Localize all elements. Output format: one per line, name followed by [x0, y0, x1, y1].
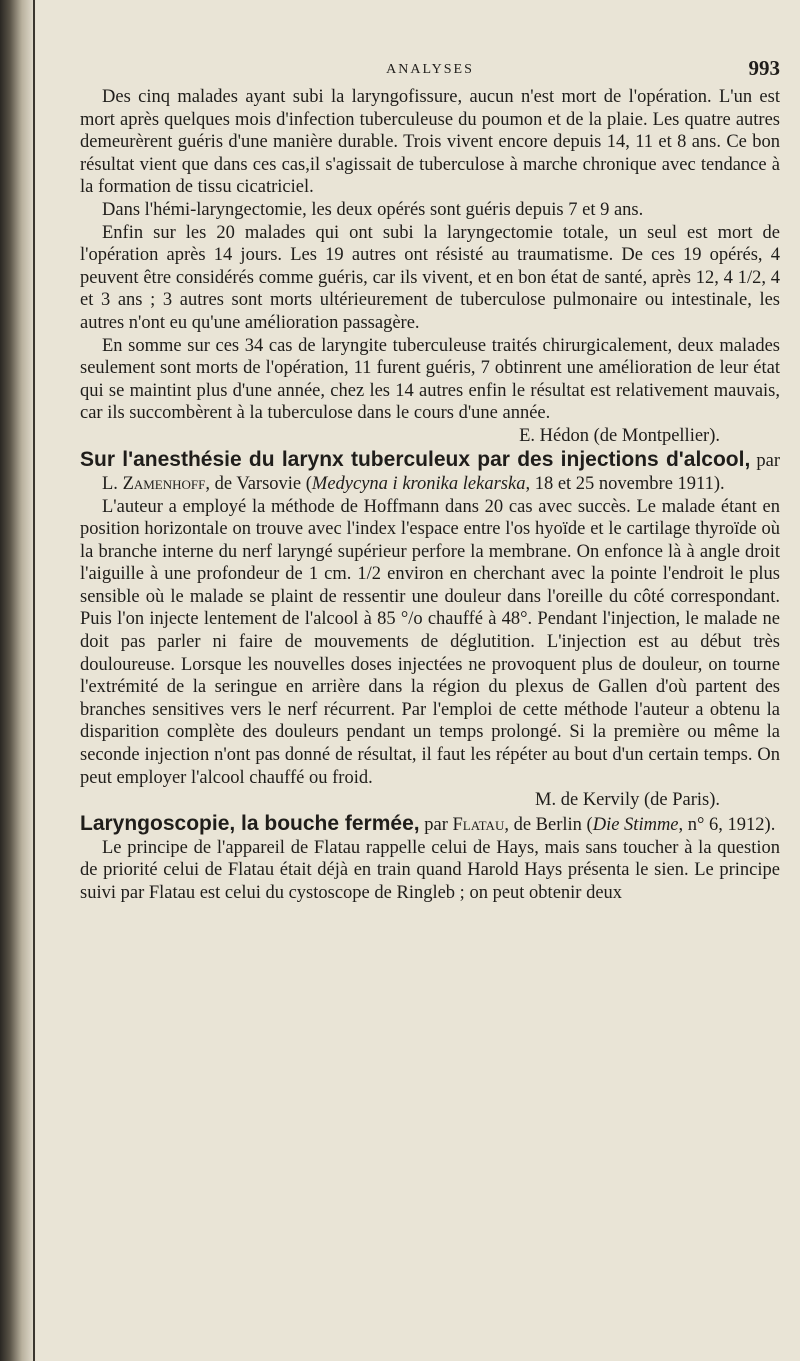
article-by: par L. — [102, 450, 780, 494]
paragraph-text: En somme sur ces 34 cas de laryngite tuberculeuse traités chirurgicalement, deux malades seulement sont morts de l'opération, 11 furent guéris, 7 obtinrent une amélioration de leur état qui se maintint plus d'une année, chez les 14 autres enfin le résultat est relativement mauvais, car ils succombèrent à la tuberculose dans le cours d'une année. — [80, 335, 780, 424]
article-author: Zamenhoff — [122, 473, 206, 494]
article-heading — [80, 812, 780, 837]
article-place: , de Berlin ( — [504, 814, 593, 835]
page-body — [80, 86, 780, 905]
book-spine-shadow — [0, 0, 36, 1361]
paragraph: Enfin sur les 20 malades qui ont subi la laryngectomie totale, un seul est mort de l'opération après 14 jours. Les 19 autres ont résisté au traumatisme. De ces 19 opérés, 4 peuvent être considérés comme guéris, car ils vivent, et en bon état de santé, après 12, 4 1/2, 4 et 3 ans ; 3 autres sont morts ultérieurement de tuberculose pulmonaire ou intestinale, les autres n'ont eu qu'une amélioration passagère. — [80, 222, 780, 333]
page — [80, 52, 780, 905]
signature: E. Hédon (de Montpellier). — [519, 425, 720, 446]
article-title: Laryngoscopie, la bouche fermée, — [80, 811, 420, 835]
paragraph-text: L'auteur a employé la méthode de Hoffmann dans 20 cas avec succès. Le malade étant en position horizontale on trouve avec l'index l'espace entre l'os hyoïde et le cartilage thyroïde où la branche interne du nerf laryngé supérieur perfore la membrane. On enfonce là à angle droit l'aiguille à une profondeur de 1 cm. 1/2 environ en cherchant avec la pointe l'endroit le plus sensible où le malade se plaint de ressentir une douleur dans l'oreille du côté correspondant. Puis l'on injecte lentement de l'alcool à 85 °/o chauffé à 48°. Pendant l'injection, le malade ne doit pas parler ni faire de mouvements de déglutition. L'injection est au début très douloureuse. Lorsque les nouvelles doses injectées ne provoquent plus de douleur, on tourne l'extrémité de la seringue en arrière dans la région du plexus de Gallen d'où partent des branches sensitives vers le nerf récurrent. Par l'emploi de cette méthode l'auteur a obtenu la disparition complète des douleurs pendant un temps prolongé. Si la première ou même la seconde injection n'ont pas donné de résultat, il faut les répéter au bout d'un certain temps. On peut employer l'alcool chauffé ou froid. — [80, 496, 780, 788]
paragraph — [80, 496, 780, 812]
page-header — [80, 52, 780, 86]
article-title: Sur l'anesthésie du larynx tuberculeux par des injections d'alcool, — [80, 447, 751, 471]
running-head: ANALYSES — [386, 62, 474, 77]
page-gutter-line — [33, 0, 35, 1361]
article-date: , 18 et 25 novembre 1911). — [525, 473, 725, 494]
paragraph: Des cinq malades ayant subi la laryngofissure, aucun n'est mort de l'opération. L'un est mort après quelques mois d'infection tuberculeuse du poumon et de la plaie. Les quatre autres demeurèrent guéris d'une manière durable. Trois vivent encore depuis 14, 11 et 8 ans. Ce bon résultat vient que dans ces cas,il s'agissait de tuberculose à marche chronique avec tendance à la formation de tissu cicatriciel. — [80, 87, 780, 198]
paragraph — [80, 335, 780, 448]
paragraph: Le principe de l'appareil de Flatau rappelle celui de Hays, mais sans toucher à la question de priorité celui de Flatau était déjà en train quand Harold Hays présenta le sien. Le principe suivi par Flatau est celui du cystoscope de Ringleb ; on peut obtenir deux — [80, 837, 780, 903]
article-place: , de Varsovie ( — [205, 473, 312, 494]
article-date: , n° 6, 1912). — [678, 814, 776, 835]
article-journal: Medycyna i kronika lekarska — [311, 473, 526, 494]
page-number: 993 — [748, 56, 780, 80]
article-heading — [80, 448, 780, 496]
paragraph: Dans l'hémi-laryngectomie, les deux opérés sont guéris depuis 7 et 9 ans. — [102, 199, 644, 220]
article-journal: Die Stimme — [592, 814, 679, 835]
article-by: par — [424, 814, 448, 835]
signature: M. de Kervily (de Paris). — [535, 790, 720, 811]
article-author: Flatau — [452, 814, 505, 835]
